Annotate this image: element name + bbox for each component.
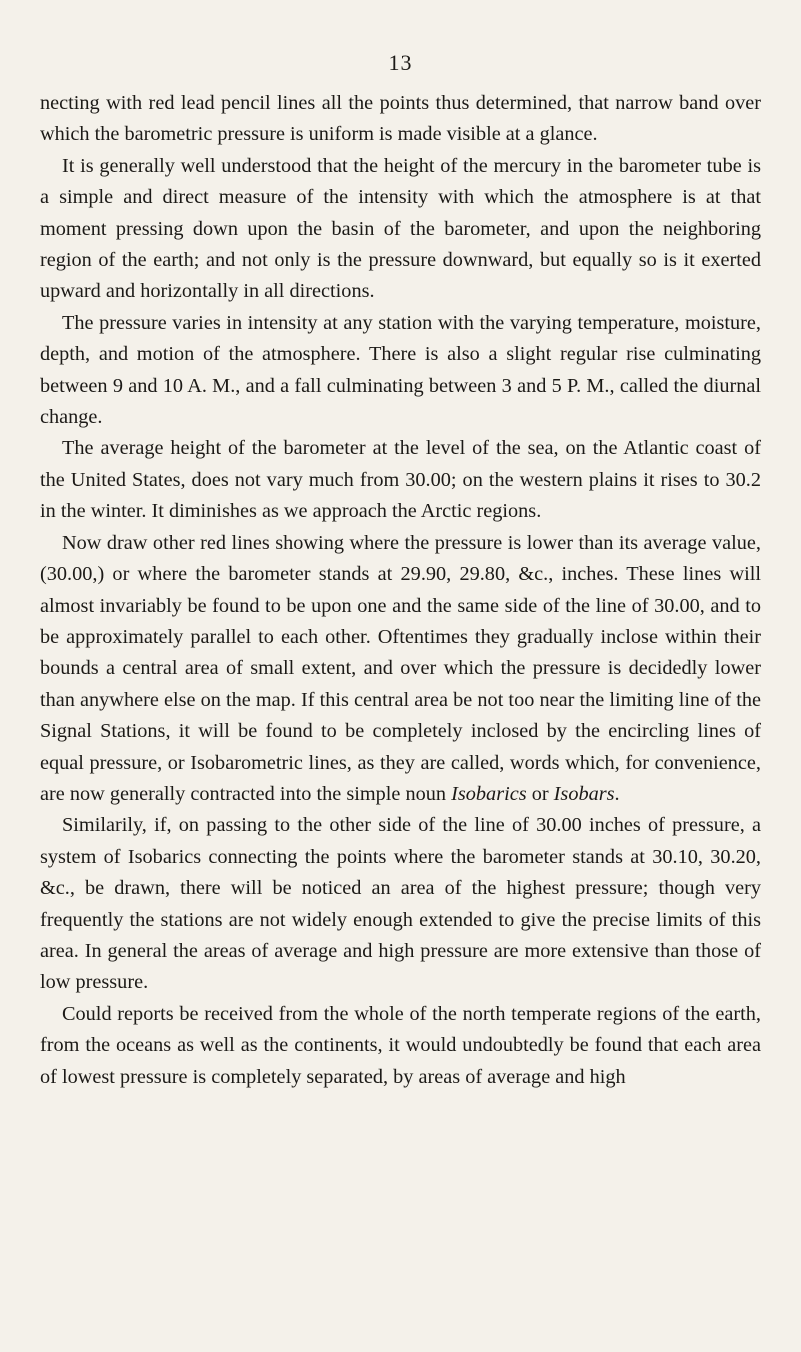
paragraph-4: The average height of the barometer at the level of the sea, on the Atlantic coast of the United States, does not vary much from 30.00; on the western plains it rises to 30.2 in the winter. It diminishes as we approach the Arctic regions. <box>40 437 761 523</box>
paragraph-2: It is generally well understood that the height of the mercury in the barometer tube is a simple and direct measure of the intensity with which the atmosphere is at that moment pressing down upon the basin of the barometer, and upon the neighboring region of the earth; and not only is the pressure downward, but equally so is it exerted upward and horizontally in all directions. <box>40 154 761 303</box>
paragraph-1: necting with red lead pencil lines all the points thus determined, that narrow band over which the barometric pressure is uniform is made visible at a glance. <box>40 92 761 146</box>
paragraph-5-text-before: Now draw other red lines showing where the pressure is lower than its average value, (30.00,) or where the barometer stands at 29.90, 29.80, &c., inches. These lines will almost invariably be found to be upon one and the same side of the line of 30.00, and to be approximately parallel to each other. Oftentimes they gradually inclose within their bounds a central area of small extent, and over which the pressure is decidedly lower than anywhere else on the map. If this central area be not too near the limiting line of the Signal Stations, it will be found to be completely inclosed by the encircling lines of equal pressure, or Isobarometric lines, as they are called, words which, for convenience, are now generally contracted into the simple noun <box>40 531 761 805</box>
paragraph-7: Could reports be received from the whole of the north temperate regions of the earth, from the oceans as well as the continents, it would undoubtedly be found that each area of lowest pressure is completely separated, by areas of average and high <box>40 1002 761 1088</box>
term-isobars: Isobars <box>553 782 615 805</box>
body-text <box>40 88 761 1093</box>
paragraph-3: The pressure varies in intensity at any station with the varying temperature, moisture, depth, and motion of the atmosphere. There is also a slight regular rise culminating between 9 and 10 A. M., and a fall culminating between 3 and 5 P. M., called the diurnal change. <box>40 311 761 429</box>
page-number: 13 <box>388 50 413 75</box>
paragraph-5-text-after: . <box>614 782 620 805</box>
paragraph-5 <box>40 528 761 811</box>
term-isobarics: Isobarics <box>451 782 527 805</box>
paragraph-5-text-mid: or <box>526 782 554 805</box>
paragraph-6: Similarily, if, on passing to the other side of the line of 30.00 inches of pressure, a system of Isobarics connecting the points where the barometer stands at 30.10, 30.20, &c., be drawn, there will be noticed an area of the highest pressure; though very frequently the stations are not widely enough extended to give the precise limits of this area. In general the areas of average and high pressure are more extensive than those of low pressure. <box>40 814 761 994</box>
